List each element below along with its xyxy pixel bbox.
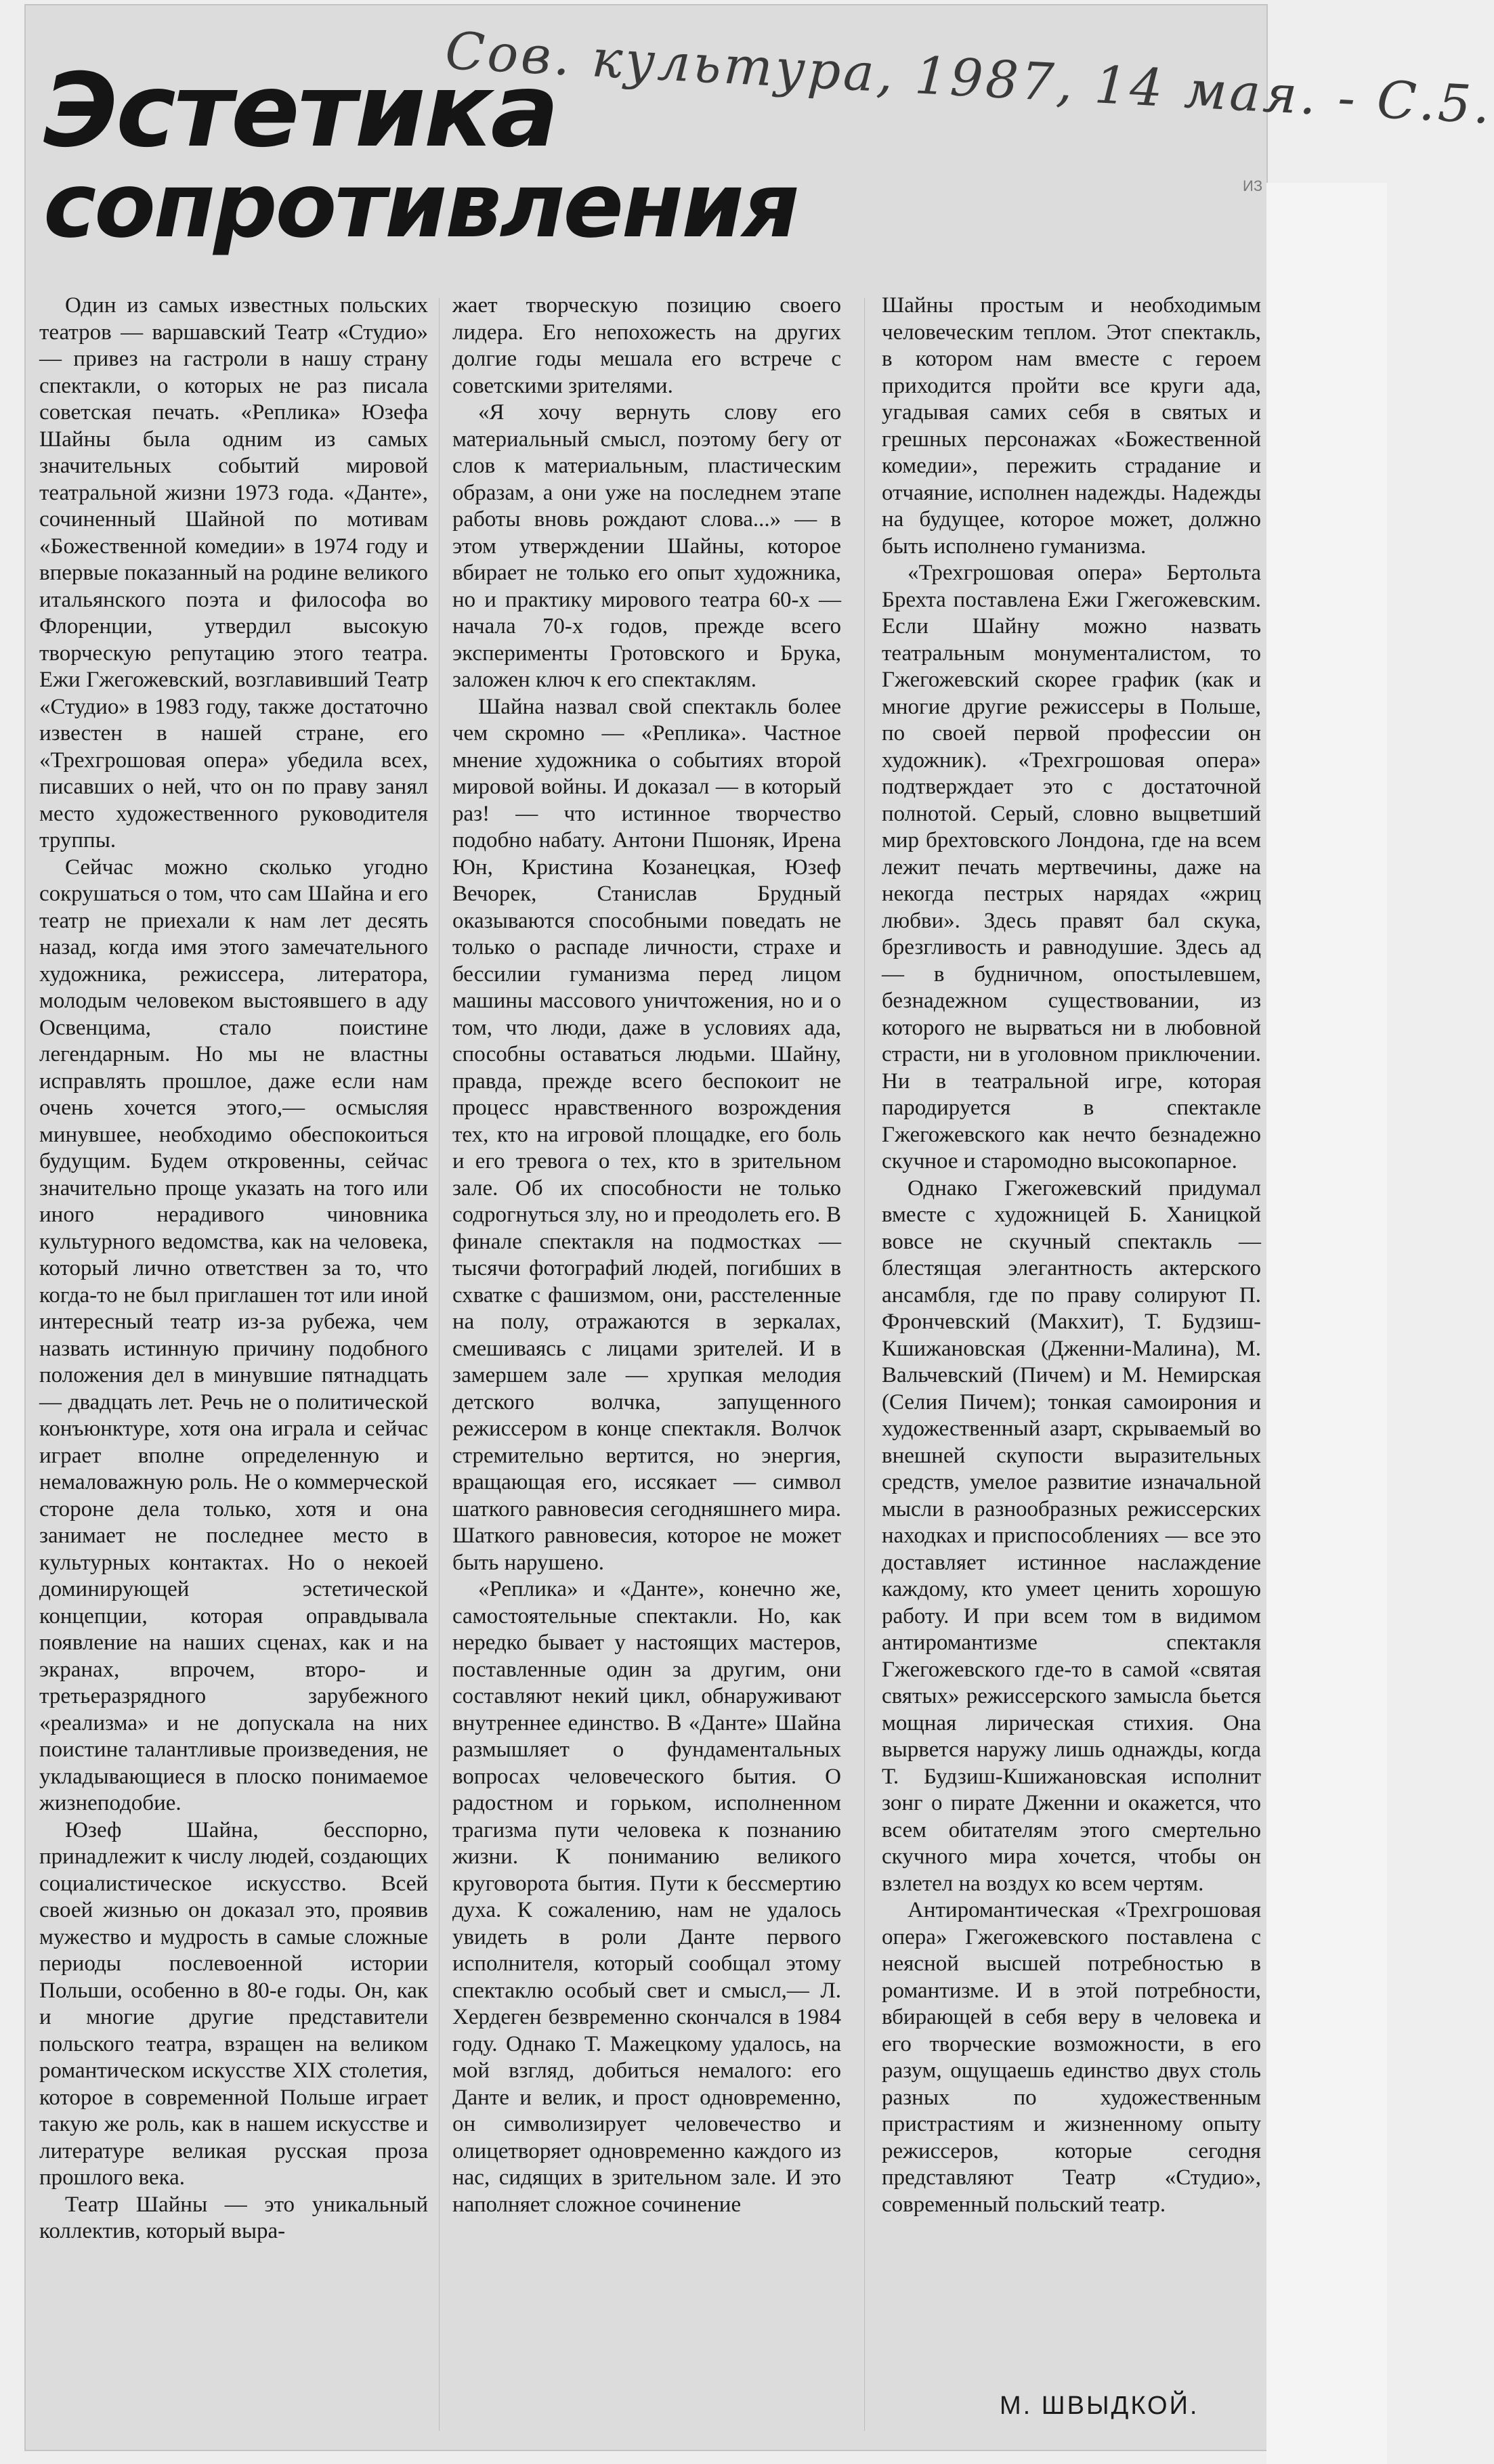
background-strip <box>1266 183 1387 2464</box>
article-column-3 <box>882 293 1261 2364</box>
paragraph: Антиромантическая «Трехгрошовая опера» Гжегожевского поставлена с неясной высшей потребностью в романтизме. И в этой потребности, вбирающей в себя веру в человека и его творческие возможности, в его разум, ощущаешь единство двух столь разных по художественным пристрастиям и жизненному опыту режиссеров, которые сегодня представляют Театр «Студио», современный польский театр. <box>882 1898 1261 2217</box>
article-column-2 <box>452 293 841 2364</box>
paragraph: «Реплика» и «Данте», конечно же, самостоятельные спектакли. Но, как нередко бывает у настоящих мастеров, поставленные один за другим, они составляют некий цикл, обнаруживают внутреннее единство. В «Данте» Шайна размышляет о фундаментальных вопросах человеческого бытия. О радостном и горьком, исполненном трагизма пути человека к познанию жизни. К пониманию великого круговорота бытия. Пути к бессмертию духа. К сожалению, нам не удалось увидеть в роли Данте первого исполнителя, который сообщал этому спектаклю особый свет и смысл,— Л. Хердеген безвременно скончался в 1984 году. Однако Т. Мажецкому удалось, на мой взгляд, добиться немалого: его Данте и велик, и прост одновременно, он символизирует человечество и олицетворяет одновременно каждого из нас, сидящих в зрительном зале. И это наполняет сложное сочинение <box>452 1577 841 2217</box>
paragraph: Сейчас можно сколько угодно сокрушаться о том, что сам Шайна и его театр не приехали к нам лет десять назад, когда имя этого замечательного художника, режиссера, литератора, молодым человеком выстоявшего в аду Освенцима, стало поистине легендарным. Но мы не властны исправлять прошлое, даже если нам очень хочется этого,— осмысляя минувшее, необходимо обеспокоиться будущим. Будем откровенны, сейчас значительно проще указать на того или иного нерадивого чиновника культурного ведомства, как на человека, который лично ответствен за то, что когда-то не был приглашен тот или иной интересный театр из-за рубежа, чем назвать истинную причину подобного положения дел в минувшие пятнадцать — двадцать лет. Речь не о политической конъюнктуре, хотя она играла и сейчас играет вполне определенную и немаловажную роль. Не о коммерческой стороне дела только, хотя и она занимает не последнее место в культурных контактах. Но о некоей доминирующей эстетической концепции, которая оправдывала появление на наших сценах, как и на экранах, впрочем, второ- и третьеразрядного зарубежного «реализма» и не допускала на них поистине талантливые произведения, не укладывающиеся в плоско понимаемое жизнеподобие. <box>39 855 428 1815</box>
column-divider <box>439 298 440 2431</box>
paragraph: Юзеф Шайна, бесспорно, принадлежит к числу людей, создающих социалистическое искусство. Всей своей жизнью он доказал это, проявив мужество и мудрость в самые сложные периоды послевоенной истории Польши, особенно в 80-е годы. Он, как и многие другие представители польского театра, взращен на великом романтическом искусстве XIX столетия, которое в современной Польше играет такую же роль, как в нашем искусстве и литературе великая русская проза прошлого века. <box>39 1817 428 2190</box>
paragraph: жает творческую позицию своего лидера. Его непохожесть на других долгие годы мешала его встрече с советскими зрителями. <box>452 293 841 398</box>
handwritten-source-note: Сов. культура, 1987, 14 мая. - С.5. <box>444 20 1494 135</box>
title-line-1: Эстетика <box>43 52 557 170</box>
title-line-2: сопротивления <box>43 154 798 258</box>
column-divider <box>864 298 865 2431</box>
paragraph: Театр Шайны — это уникальный коллектив, который выра- <box>39 2192 428 2243</box>
paragraph: Однако Гжегожевский придумал вместе с художницей Б. Ханицкой вовсе не скучный спектакль — блестящая элегантность актерского ансамбля, где по праву солируют П. Фрончевский (Макхит), Т. Будзиш-Кшижановская (Дженни-Малина), М. Вальчевский (Пичем) и М. Немирская (Селия Пичем); тонкая самоирония и художественный азарт, скрываемый во внешней скупости выразительных средств, умелое развитие изначальной мысли в разнообразных режиссерских находках и приспособлениях — все это доставляет истинное наслаждение каждому, кто умеет ценить хорошую работу. И при всем том в видимом антиромантизме спектакля Гжегожевского где-то в самой «святая святых» режиссерского замысла бьется мощная лирическая стихия. Она вырвется наружу лишь однажды, когда Т. Будзиш-Кшижановская исполнит зонг о пирате Дженни и окажется, что всем обитателям этого смертельно скучного мира хочется, чтобы он взлетел на воздух ко всем чертям. <box>882 1175 1261 1896</box>
corner-mark: ИЗ <box>1243 177 1263 194</box>
paragraph: Шайна назвал свой спектакль более чем скромно — «Реплика». Частное мнение художника о событиях второй мировой войны. И доказал — в который раз! — что истинное творчество подобно набату. Антони Пшоняк, Ирена Юн, Кристина Козанецкая, Юзеф Вечорек, Станислав Брудный оказываются способными поведать не только о распаде личности, страхе и бессилии гуманизма перед лицом машины массового уничтожения, но и о том, что люди, даже в условиях ада, способны оставаться людьми. Шайну, правда, прежде всего беспокоит не процесс нравственного возрождения тех, кто на игровой площадке, его боль и его тревога о тех, кто в зрительном зале. Об их способности не только содрогнуться злу, но и преодолеть его. В финале спектакля на подмостках — тысячи фотографий людей, погибших в схватке с фашизмом, они, расстеленные на полу, отражаются в зеркалах, смешиваясь с лицами зрителей. И в замершем зале — хрупкая мелодия детского волчка, запущенного режиссером в конце спектакля. Волчок стремительно вертится, но энергия, вращающая его, иссякает — символ шаткого равновесия сегодняшнего мира. Шаткого равновесия, которое не может быть нарушено. <box>452 694 841 1575</box>
author-signature: М. ШВЫДКОЙ. <box>1000 2392 1199 2420</box>
paragraph: «Я хочу вернуть слову его материальный смысл, поэтому бегу от слов к материальным, пластическим образам, а они уже на последнем этапе работы вновь рождают слова...» — в этом утверждении Шайны, которое вбирает не только его опыт художника, но и практику мирового театра 60-х — начала 70-х годов, прежде всего эксперименты Гротовского и Брука, заложен ключ к его спектаклям. <box>452 400 841 692</box>
article-title <box>43 52 798 258</box>
paragraph: Один из самых известных польских театров — варшавский Театр «Студио» — привез на гастроли в нашу страну спектакли, о которых не раз писала советская печать. «Реплика» Юзефа Шайны была одним из самых значительных событий мировой театральной жизни 1973 года. «Данте», сочиненный Шайной по мотивам «Божественной комедии» в 1974 году и впервые показанный на родине великого итальянского поэта и философа во Флоренции, утвердил высокую творческую репутацию этого театра. Ежи Гжегожевский, возглавивший Театр «Студио» в 1983 году, также достаточно известен в нашей стране, его «Трехгрошовая опера» убедила всех, писавших о ней, что он по праву занял место художественного руководителя труппы. <box>39 293 428 852</box>
article-column-1 <box>39 293 428 2364</box>
paragraph: «Трехгрошовая опера» Бертольта Брехта поставлена Ежи Гжегожевским. Если Шайну можно назвать театральным монументалистом, то Гжегожевский скорее график (как и многие другие режиссеры в Польше, по своей первой профессии он художник). «Трехгрошовая опера» подтверждает это с достаточной полнотой. Серый, словно выцветший мир брехтовского Лондона, где на всем лежит печать мертвечины, даже на некогда пестрых нарядах «жриц любви». Здесь правят бал скука, брезгливость и равнодушие. Здесь ад — в будничном, опостылевшем, безнадежном существовании, из которого не вырваться ни в любовной страсти, ни в уголовном приключении. Ни в театральной игре, которая пародируется в спектакле Гжегожевского как нечто безнадежно скучное и старомодно высокопарное. <box>882 561 1261 1173</box>
paragraph: Шайны простым и необходимым человеческим теплом. Этот спектакль, в котором нам вместе с героем приходится пройти все круги ада, угадывая самих себя в святых и грешных персонажах «Божественной комедии», пережить страдание и отчаяние, исполнен надежды. Надежды на будущее, которое может, должно быть исполнено гуманизма. <box>882 293 1261 559</box>
